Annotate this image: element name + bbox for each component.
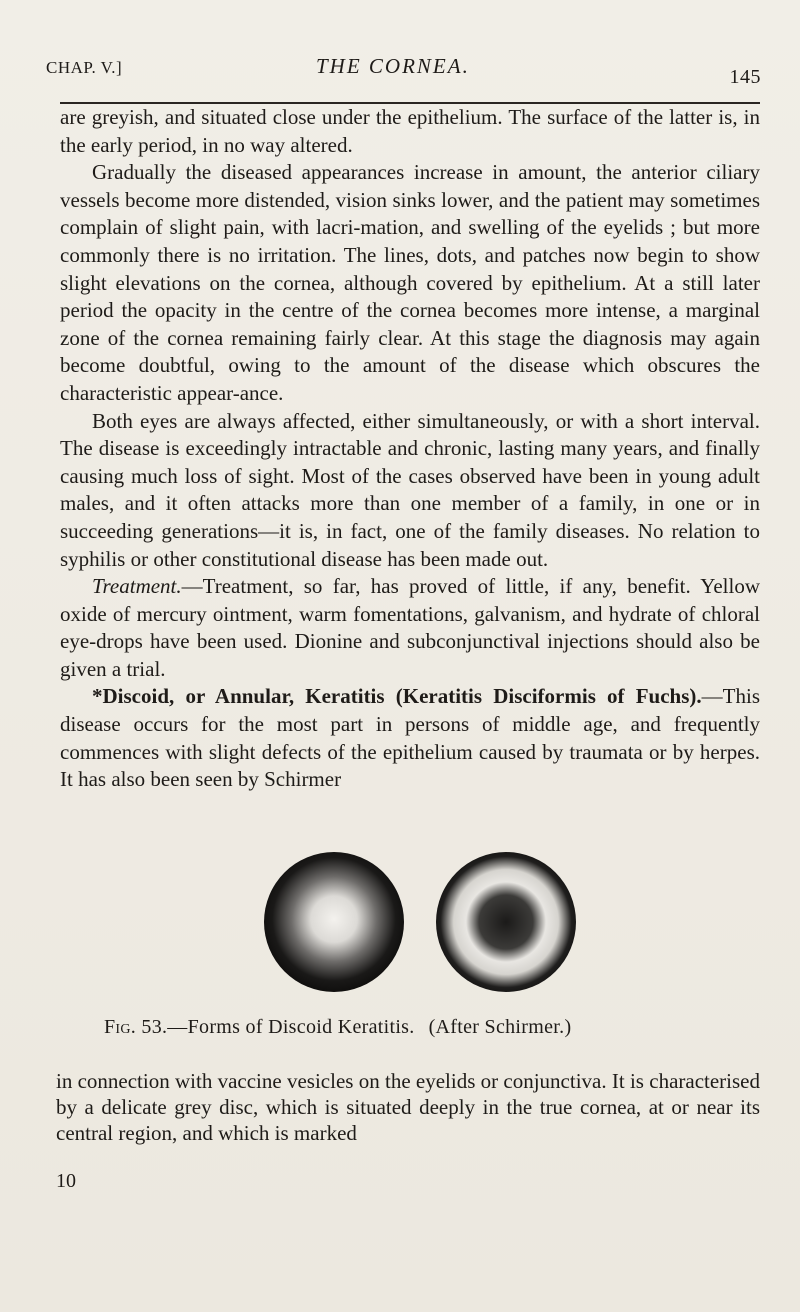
paragraph-3: Both eyes are always affected, either simultaneously, or with a short interval. The disease is exceedingly intractable and chronic, lasting many years, and finally causing much loss of sight. Most of the cases observed have been in young adult males, and it often attacks more than one member of a family, in one or in succeeding generations—it is, in fact, one of the family diseases. No relation to syphilis or other constitutional disease has been made out. xyxy=(60,408,760,571)
paragraph-2: Gradually the diseased appearances increase in amount, the anterior ciliary vessels become more distended, vision sinks lower, and the patient may sometimes complain of slight pain, with lacri-mation, and swelling of the eyelids ; but more commonly there is no irritation. The lines, dots, and patches now begin to show slight elevations on the cornea, although covered by epithelium. At a still later period the opacity in the centre of the cornea becomes more intense, a marginal zone of the cornea remaining fairly clear. At this stage the diagnosis may again become doubtful, owing to the amount of the disease which obscures the characteristic appear-ance. xyxy=(60,160,760,405)
paragraph-discoid xyxy=(60,683,760,793)
treatment-text: —Treatment, so far, has proved of little, if any, benefit. Yellow oxide of mercury ointment, warm fomentations, galvanism, and hydrate of chloral eye-drops have been used. Dionine and subconjunctival injections should also be given a trial. xyxy=(60,574,760,681)
figure-label: Fig. 53. xyxy=(104,1016,168,1038)
discoid-keratitis-illustration xyxy=(260,848,580,996)
treatment-heading: Treatment. xyxy=(92,574,182,599)
running-title: THE CORNEA. xyxy=(316,54,470,78)
paragraph-treatment xyxy=(60,573,760,683)
figure-caption-text: —Forms of Discoid Keratitis. xyxy=(167,1016,415,1038)
figure-source: (After Schirmer.) xyxy=(428,1016,572,1038)
figure-53 xyxy=(260,848,580,996)
signature-mark: 10 xyxy=(56,1170,76,1192)
paragraph-1: are greyish, and situated close under the epithelium. The surface of the latter is, in the early period, in no way altered. xyxy=(60,105,760,157)
figure-caption xyxy=(104,1016,744,1039)
discoid-text: —This disease occurs for the most part in persons of middle age, and frequently commences with slight defects of the epithelium caused by traumata or by herpes. It has also been seen by Schirmer xyxy=(60,684,760,792)
cornea-diagram-right xyxy=(436,852,576,992)
discoid-heading: *Discoid, or Annular, Keratitis (Keratitis Disciformis of Fuchs). xyxy=(92,684,702,709)
page-number: 145 xyxy=(729,66,761,88)
body-text-upper xyxy=(60,104,760,794)
paragraph-continuation: in connection with vaccine vesicles on the eyelids or conjunctiva. It is characterised by a delicate grey disc, which is situated deeply in the true cornea, at or near its central region, and which is marked xyxy=(56,1069,760,1145)
body-text-lower xyxy=(56,1068,760,1146)
chapter-label: CHAP. V.] xyxy=(46,58,123,77)
cornea-diagram-left xyxy=(264,852,404,992)
running-head xyxy=(46,46,761,86)
